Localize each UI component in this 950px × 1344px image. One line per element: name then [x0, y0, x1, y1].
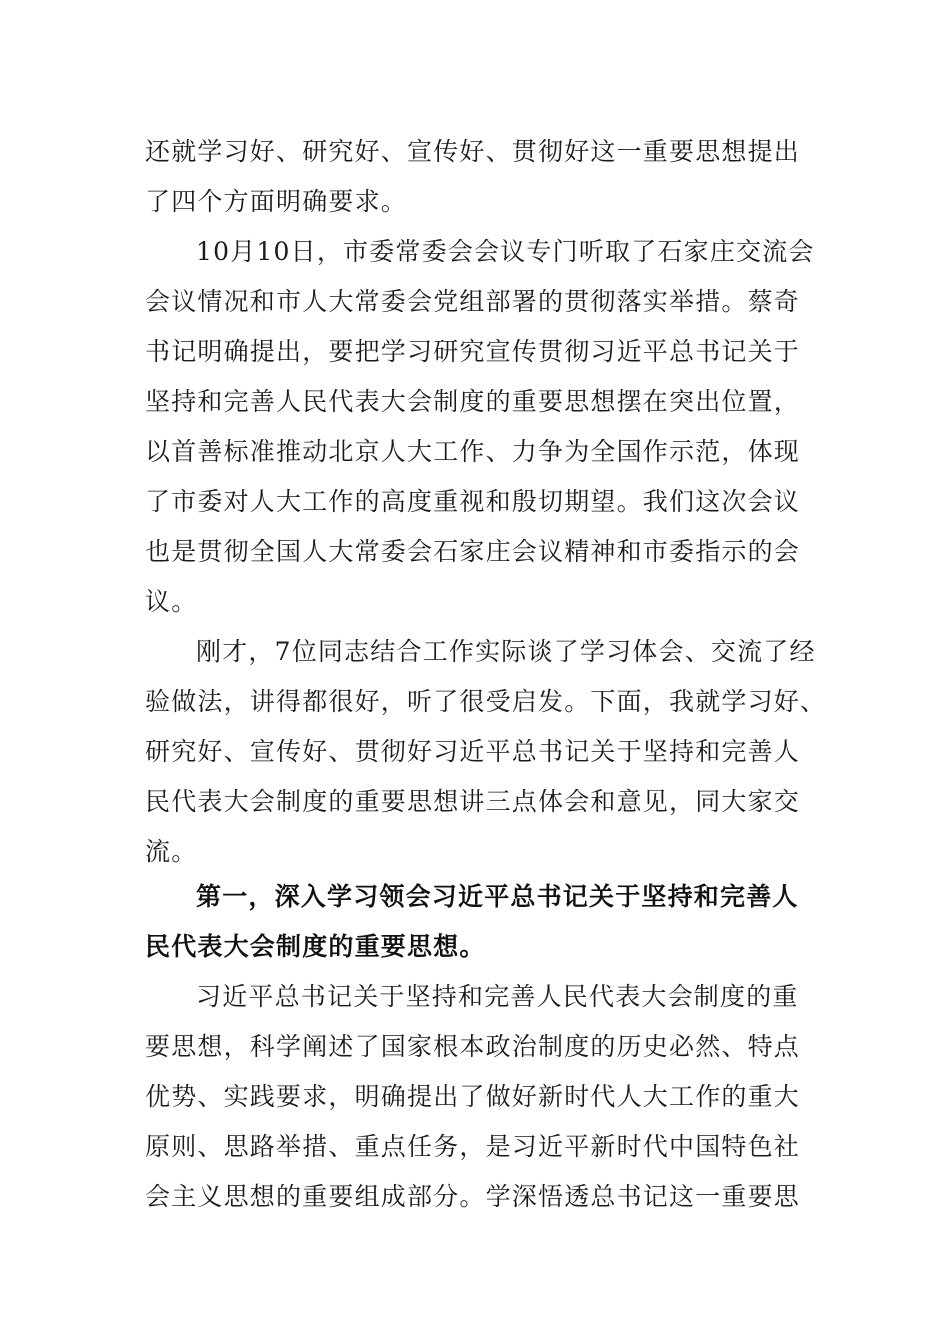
text-line: 以首善标准推动北京人大工作、力争为全国作示范，体现 [145, 437, 801, 466]
text-line: 要思想，科学阐述了国家根本政治制度的历史必然、特点 [145, 1032, 801, 1061]
text-line: 10月10日，市委常委会会议专门听取了石家庄交流会 [196, 237, 815, 266]
text-line: 议。 [145, 587, 198, 616]
text-line: 会议情况和市人大常委会党组部署的贯彻落实举措。蔡奇 [145, 287, 801, 316]
text-line: 研究好、宣传好、贯彻好习近平总书记关于坚持和完善人 [145, 737, 801, 766]
section-heading: 民代表大会制度的重要思想。 [145, 932, 486, 961]
text-line: 书记明确提出，要把学习研究宣传贯彻习近平总书记关于 [145, 337, 801, 366]
text-line: 习近平总书记关于坚持和完善人民代表大会制度的重 [196, 982, 799, 1011]
text-line: 了市委对人大工作的高度重视和殷切期望。我们这次会议 [145, 487, 801, 516]
text-line: 了四个方面明确要求。 [145, 187, 408, 216]
text-line: 会主义思想的重要组成部分。学深悟透总书记这一重要思 [145, 1182, 801, 1211]
section-heading: 第一，深入学习领会习近平总书记关于坚持和完善人 [196, 882, 799, 911]
text-line: 优势、实践要求，明确提出了做好新时代人大工作的重大 [145, 1082, 801, 1111]
text-line: 原则、思路举措、重点任务，是习近平新时代中国特色社 [145, 1132, 801, 1161]
text-line: 流。 [145, 837, 198, 866]
text-line: 刚才，7位同志结合工作实际谈了学习体会、交流了经 [196, 637, 816, 666]
text-line: 验做法，讲得都很好，听了很受启发。下面，我就学习好、 [145, 687, 827, 716]
text-line: 坚持和完善人民代表大会制度的重要思想摆在突出位置， [145, 387, 801, 416]
text-line: 民代表大会制度的重要思想讲三点体会和意见，同大家交 [145, 787, 801, 816]
text-line: 还就学习好、研究好、宣传好、贯彻好这一重要思想提出 [145, 137, 801, 166]
text-line: 也是贯彻全国人大常委会石家庄会议精神和市委指示的会 [145, 537, 801, 566]
